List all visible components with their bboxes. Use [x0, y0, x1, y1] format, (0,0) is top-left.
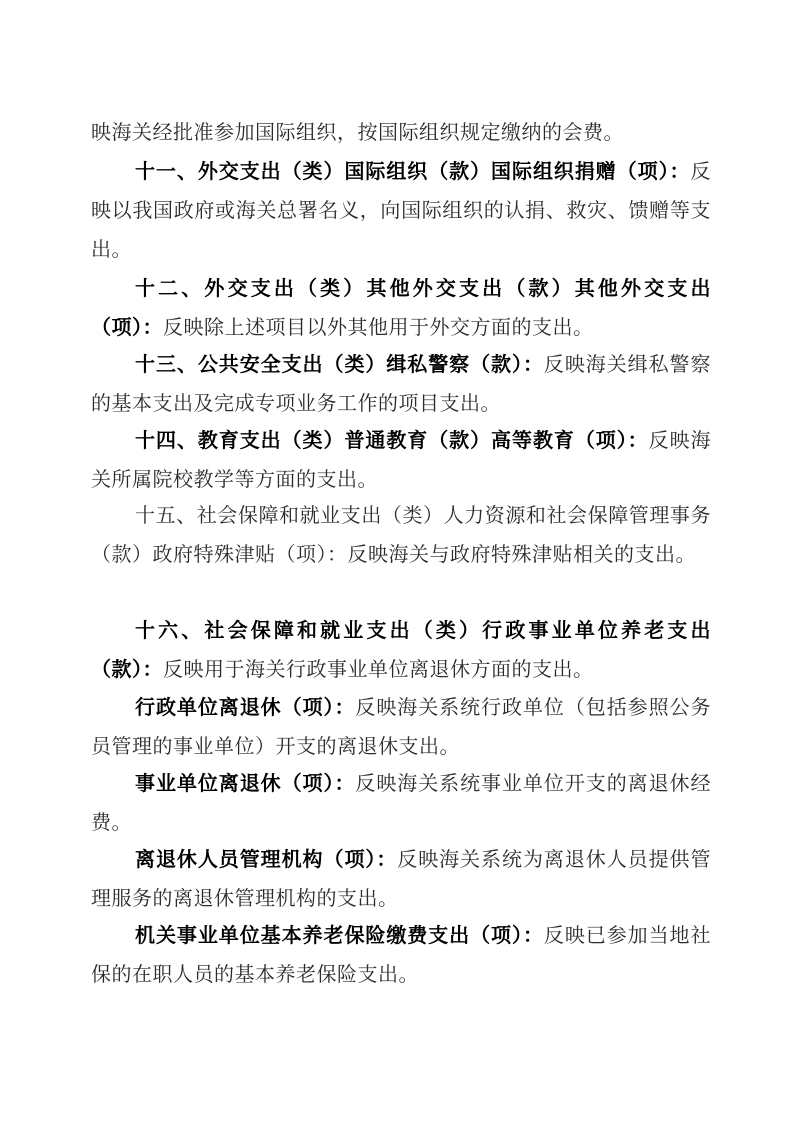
paragraph-heading: 行政单位离退休（项）： [135, 695, 356, 719]
paragraph-text: 反映海关系统事业单位开支的离退休经费。 [91, 771, 712, 834]
paragraph-admin-retirement [91, 688, 711, 766]
paragraph-text: 反映除上述项目以外其他用于外交方面的支出。 [163, 315, 594, 339]
paragraph-text: 反映海关系统为离退休人员提供管理服务的离退休管理机构的支出。 [91, 847, 712, 910]
paragraph-heading: 十二、外交支出（类）其他外交支出（款）其他外交支出（项）： [91, 276, 711, 339]
paragraph-item-12 [91, 269, 711, 347]
paragraph-item-13 [91, 345, 711, 423]
paragraph-continuation [91, 113, 711, 152]
paragraph-text: 反映以我国政府或海关总署名义，向国际组织的认捐、救灾、馈赠等支出。 [91, 159, 711, 261]
paragraph-retiree-management [91, 840, 711, 918]
paragraph-item-14 [91, 421, 711, 499]
paragraph-item-15 [91, 496, 711, 574]
paragraph-text: 反映用于海关行政事业单位离退休方面的支出。 [163, 657, 594, 681]
paragraph-text: 反映海关缉私警察的基本支出及完成专项业务工作的项目支出。 [91, 352, 712, 415]
paragraph-pension-insurance [91, 916, 711, 994]
paragraph-text: 反映海关所属院校教学等方面的支出。 [91, 428, 712, 491]
paragraph-heading: 事业单位离退休（项）： [135, 771, 356, 795]
paragraph-heading: 机关事业单位基本养老保险缴费支出（项）： [135, 923, 544, 947]
paragraph-text: 十五、社会保障和就业支出（类）人力资源和社会保障管理事务（款）政府特殊津贴（项）：反映海关与政府特殊津贴相关的支出。 [91, 503, 711, 566]
paragraph-institution-retirement [91, 764, 711, 842]
paragraph-heading: 离退休人员管理机构（项）： [135, 847, 398, 871]
paragraph-text: 映海关经批准参加国际组织，按国际组织规定缴纳的会费。 [91, 120, 624, 144]
paragraph-item-16 [91, 611, 711, 689]
paragraph-heading: 十六、社会保障和就业支出（类）行政事业单位养老支出（款）： [91, 618, 711, 681]
paragraph-heading: 十四、教育支出（类）普通教育（款）高等教育（项）： [135, 428, 649, 452]
paragraph-item-11 [91, 152, 711, 269]
paragraph-text: 反映已参加当地社保的在职人员的基本养老保险支出。 [91, 923, 712, 986]
paragraph-text: 反映海关系统行政单位（包括参照公务员管理的事业单位）开支的离退休支出。 [91, 695, 712, 758]
paragraph-heading: 十一、外交支出（类）国际组织（款）国际组织捐赠（项）： [135, 159, 691, 183]
paragraph-heading: 十三、公共安全支出（类）缉私警察（款）： [135, 352, 544, 376]
